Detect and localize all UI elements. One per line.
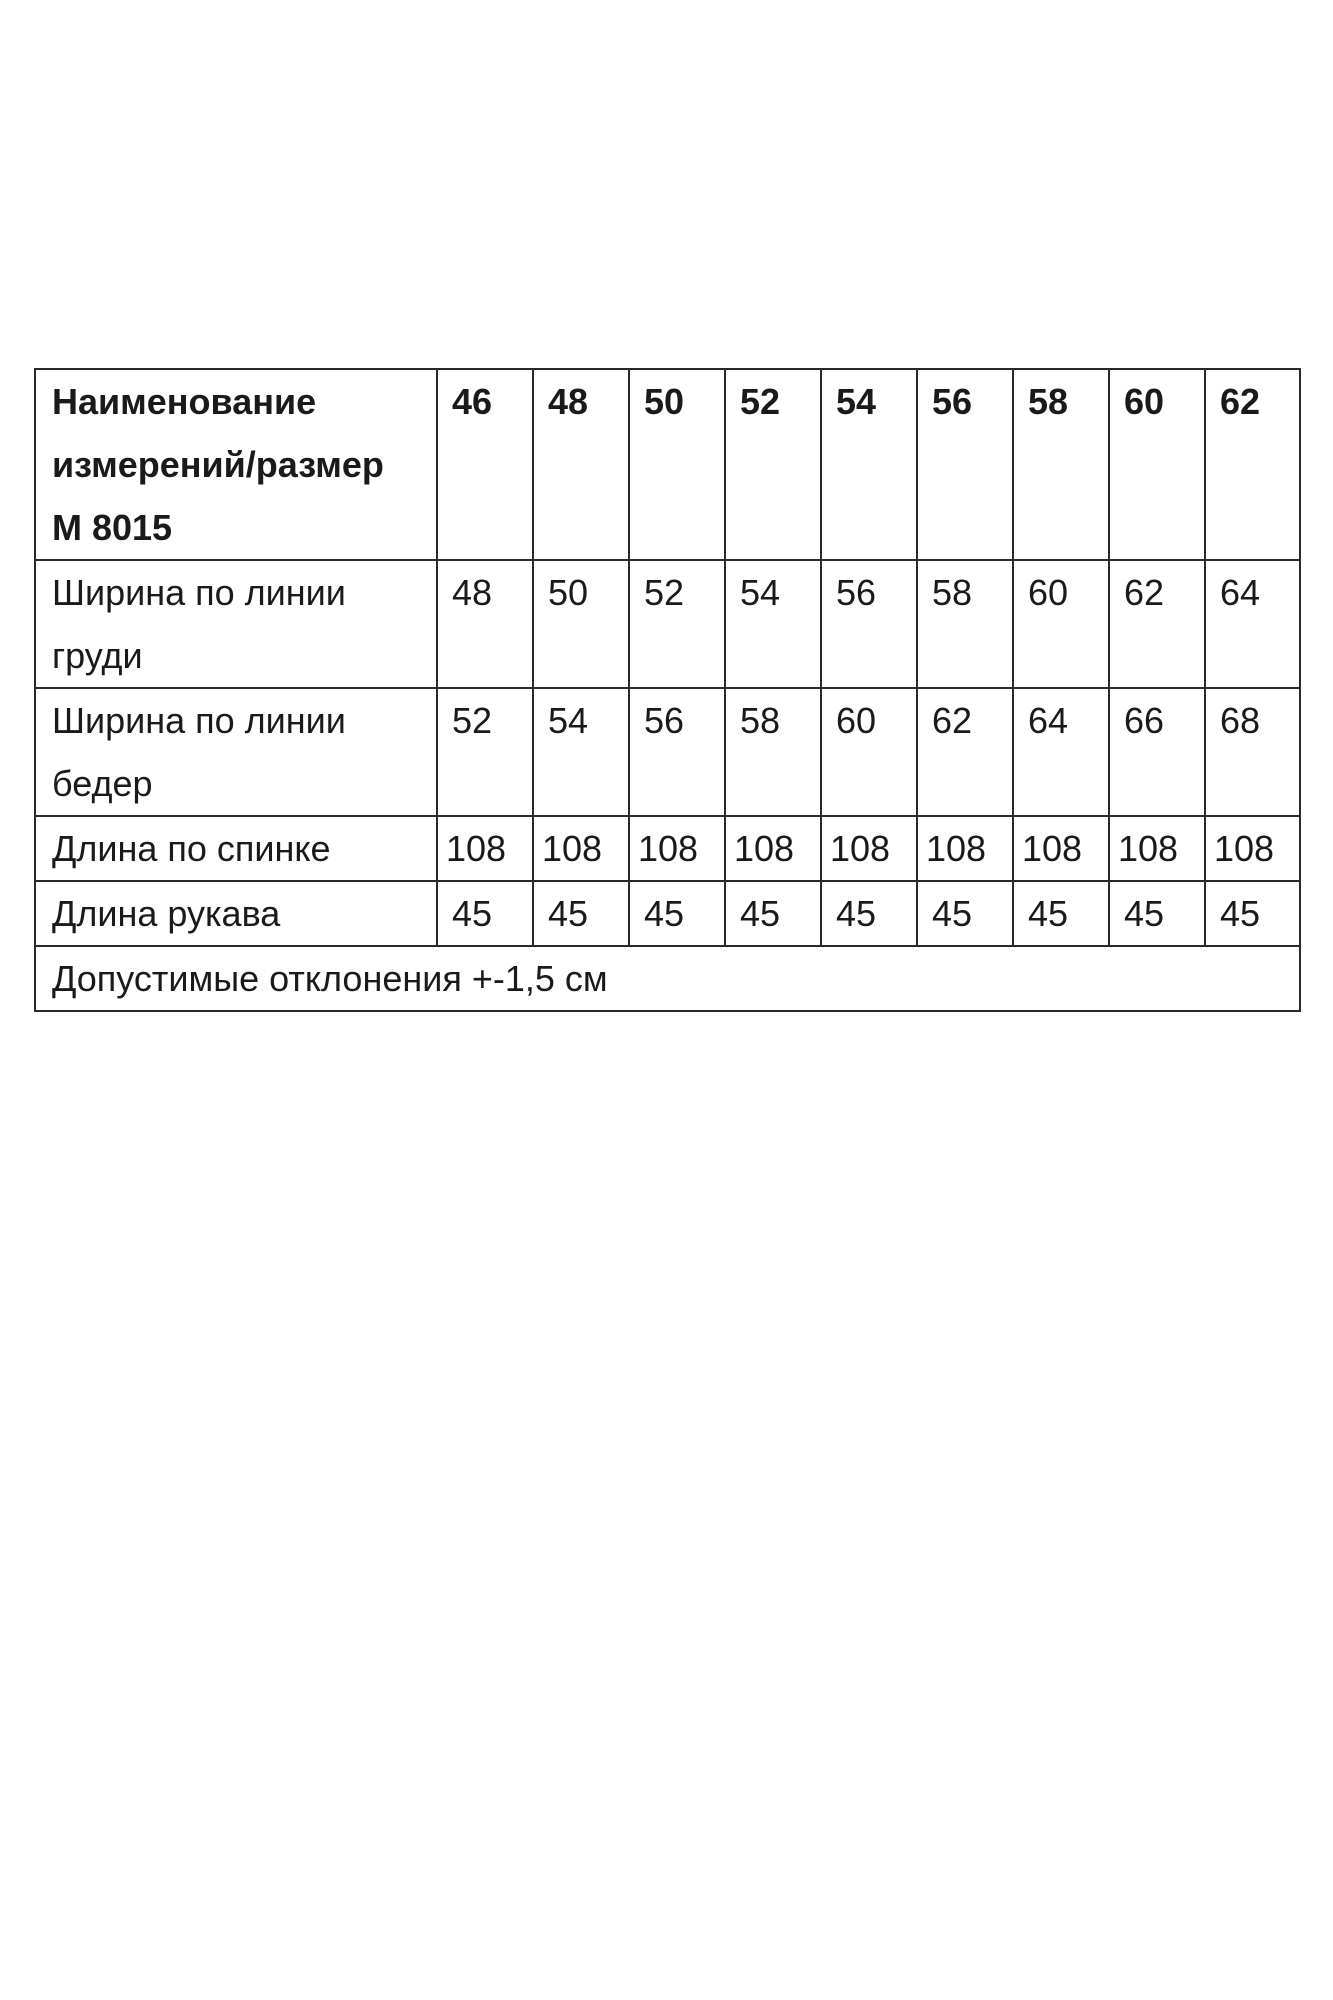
value-cell: 58 <box>917 560 1013 688</box>
table-row <box>35 560 1300 688</box>
value-cell: 64 <box>1205 560 1300 688</box>
value-cell: 50 <box>533 560 629 688</box>
value-cell: 108 <box>725 816 821 881</box>
value-cell: 108 <box>533 816 629 881</box>
table-row <box>35 881 1300 946</box>
value-cell: 108 <box>629 816 725 881</box>
value-cell: 108 <box>1013 816 1109 881</box>
value-cell: 54 <box>725 560 821 688</box>
value-cell: 108 <box>821 816 917 881</box>
table-row <box>35 816 1300 881</box>
table-header-row <box>35 369 1300 560</box>
value-cell: 54 <box>533 688 629 816</box>
header-size-cell: 54 <box>821 369 917 560</box>
value-cell: 108 <box>1205 816 1300 881</box>
value-cell: 56 <box>821 560 917 688</box>
value-cell: 108 <box>1109 816 1205 881</box>
value-cell: 45 <box>917 881 1013 946</box>
header-size-cell: 46 <box>437 369 533 560</box>
value-cell: 45 <box>1013 881 1109 946</box>
row-label-cell: Длина по спинке <box>35 816 437 881</box>
header-size-cell: 52 <box>725 369 821 560</box>
value-cell: 45 <box>1109 881 1205 946</box>
value-cell: 60 <box>1013 560 1109 688</box>
header-size-cell: 62 <box>1205 369 1300 560</box>
value-cell: 62 <box>1109 560 1205 688</box>
header-size-cell: 50 <box>629 369 725 560</box>
header-label-cell: Наименование измерений/размер М 8015 <box>35 369 437 560</box>
table-row <box>35 688 1300 816</box>
value-cell: 45 <box>821 881 917 946</box>
value-cell: 108 <box>917 816 1013 881</box>
value-cell: 68 <box>1205 688 1300 816</box>
header-size-cell: 58 <box>1013 369 1109 560</box>
tolerance-note: Допустимые отклонения +-1,5 см <box>35 946 1300 1011</box>
value-cell: 45 <box>629 881 725 946</box>
value-cell: 45 <box>725 881 821 946</box>
value-cell: 58 <box>725 688 821 816</box>
value-cell: 108 <box>437 816 533 881</box>
value-cell: 45 <box>1205 881 1300 946</box>
header-size-cell: 60 <box>1109 369 1205 560</box>
value-cell: 56 <box>629 688 725 816</box>
value-cell: 45 <box>533 881 629 946</box>
size-chart-table <box>34 368 1301 1012</box>
table-footer-row <box>35 946 1300 1011</box>
header-size-cell: 56 <box>917 369 1013 560</box>
value-cell: 64 <box>1013 688 1109 816</box>
value-cell: 45 <box>437 881 533 946</box>
header-size-cell: 48 <box>533 369 629 560</box>
row-label-cell: Ширина по линии груди <box>35 560 437 688</box>
value-cell: 62 <box>917 688 1013 816</box>
value-cell: 60 <box>821 688 917 816</box>
row-label-cell: Длина рукава <box>35 881 437 946</box>
value-cell: 66 <box>1109 688 1205 816</box>
row-label-cell: Ширина по линии бедер <box>35 688 437 816</box>
value-cell: 52 <box>437 688 533 816</box>
value-cell: 48 <box>437 560 533 688</box>
value-cell: 52 <box>629 560 725 688</box>
